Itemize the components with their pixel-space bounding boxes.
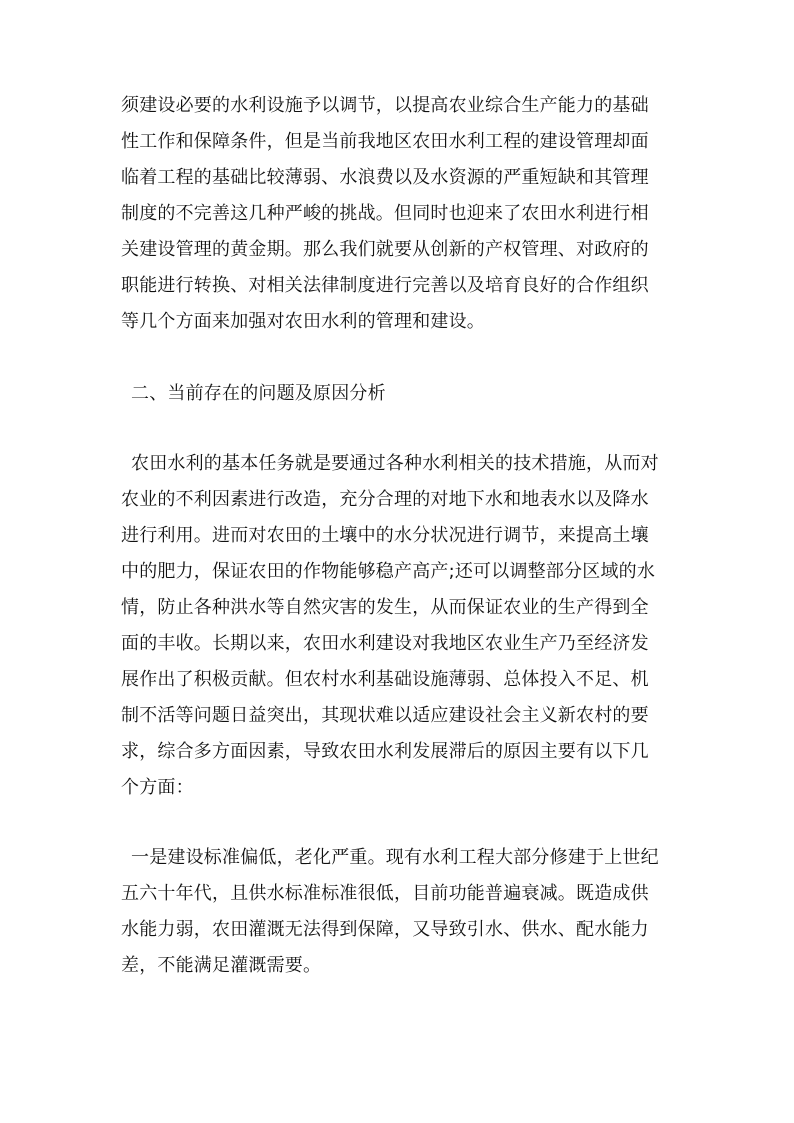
paragraph-2-line: 面的丰收。长期以来，农田水利建设对我地区农业生产乃至经济发 [121,633,649,654]
paragraph-1-line: 职能进行转换、对相关法律制度进行完善以及培育良好的合作组织 [121,275,649,296]
paragraph-2-line: 农田水利的基本任务就是要通过各种水利相关的技术措施，从而对 [131,453,659,474]
paragraph-2-line: 个方面： [121,777,194,798]
paragraph-2-line: 展作出了积极贡献。但农村水利基础设施薄弱、总体投入不足、机 [121,669,649,690]
paragraph-2-line: 求，综合多方面因素，导致农田水利发展滞后的原因主要有以下几 [121,741,649,762]
paragraph-3-line: 五六十年代，且供水标准标准很低，目前功能普遍衰减。既造成供 [121,883,649,904]
paragraph-3-line: 差，不能满足灌溉需要。 [121,955,322,976]
paragraph-1-line: 性工作和保障条件，但是当前我地区农田水利工程的建设管理却面 [121,131,649,152]
paragraph-1-line: 临着工程的基础比较薄弱、水浪费以及水资源的严重短缺和其管理 [121,167,649,188]
paragraph-2-line: 中的肥力，保证农田的作物能够稳产高产;还可以调整部分区域的水 [121,561,656,582]
paragraph-2-line: 农业的不利因素进行改造，充分合理的对地下水和地表水以及降水 [121,489,649,510]
paragraph-1-line: 等几个方面来加强对农田水利的管理和建设。 [121,311,485,332]
paragraph-2-line: 进行利用。进而对农田的土壤中的水分状况进行调节，来提高土壤 [121,525,649,546]
paragraph-2-line: 制不活等问题日益突出，其现状难以适应建设社会主义新农村的要 [121,705,649,726]
paragraph-1-line: 关建设管理的黄金期。那么我们就要从创新的产权管理、对政府的 [121,239,649,260]
paragraph-3-line: 一是建设标准偏低，老化严重。现有水利工程大部分修建于上世纪 [131,847,659,868]
paragraph-2-line: 情，防止各种洪水等自然灾害的发生，从而保证农业的生产得到全 [121,597,649,618]
paragraph-1-line: 须建设必要的水利设施予以调节，以提高农业综合生产能力的基础 [121,95,649,116]
paragraph-1-line: 制度的不完善这几种严峻的挑战。但同时也迎来了农田水利进行相 [121,203,649,224]
paragraph-3-line: 水能力弱，农田灌溉无法得到保障，又导致引水、供水、配水能力 [121,919,649,940]
section-heading: 二、当前存在的问题及原因分析 [131,383,386,404]
